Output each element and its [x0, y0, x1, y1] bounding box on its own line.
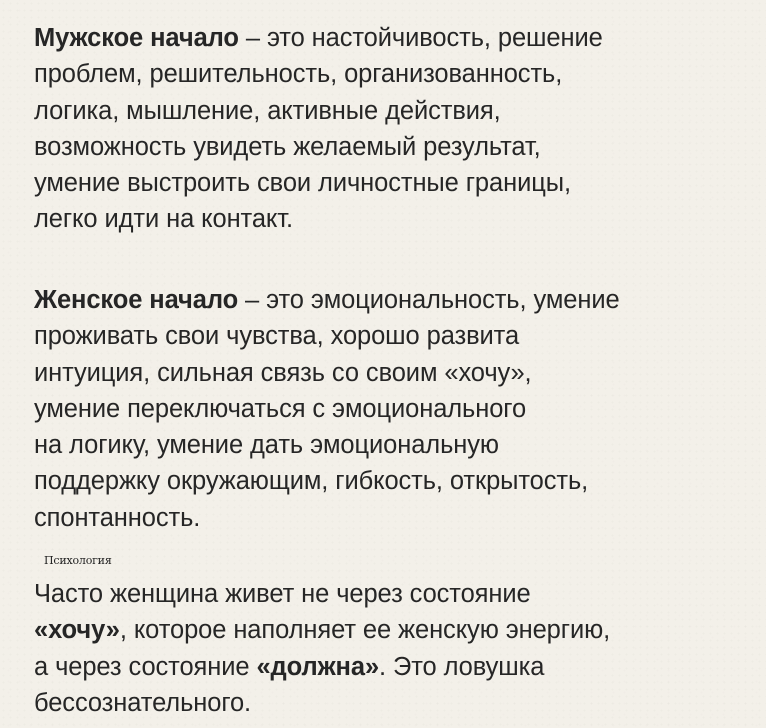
female-line-2: проживать свои чувства, хорошо развита	[34, 322, 520, 351]
trap-line-2	[34, 612, 610, 648]
male-line-2: проблем, решительность, организованность,	[34, 60, 563, 89]
female-line-4: умение переключаться с эмоционального	[34, 394, 527, 423]
male-line-4: возможность увидеть желаемый результат,	[34, 132, 541, 161]
male-line-1	[34, 20, 603, 56]
trap-line-4: бессознательного.	[34, 688, 252, 717]
male-principle-paragraph	[34, 20, 603, 238]
female-line-5: на логику, умение дать эмоциональную	[34, 431, 499, 460]
trap-line-3-start: а через состояние	[34, 652, 257, 681]
female-line-7: спонтанность.	[34, 503, 201, 532]
must-term: «должна»	[256, 652, 380, 681]
female-line-6: поддержку окружающим, гибкость, открытость,	[34, 467, 589, 496]
trap-line-2-text: , которое наполняет ее женскую энергию,	[119, 616, 611, 645]
want-term: «хочу»	[34, 616, 120, 645]
male-line-3: логика, мышление, активные действия,	[34, 96, 501, 125]
female-line-1-text: – это эмоциональность, умение	[238, 286, 620, 314]
male-line-1-text: – это настойчивость, решение	[238, 24, 603, 52]
female-line-1	[34, 282, 620, 318]
female-principle-term: Женское начало	[34, 286, 239, 314]
trap-line-1: Часто женщина живет не через состояние	[34, 580, 531, 608]
male-line-6: легко идти на контакт.	[34, 205, 294, 234]
trap-paragraph	[34, 576, 610, 721]
trap-line-3	[34, 649, 610, 685]
watermark-logo: Психология	[44, 554, 112, 567]
female-line-3: интуиция, сильная связь со своим «хочу»,	[34, 358, 532, 387]
male-principle-term: Мужское начало	[34, 24, 239, 52]
male-line-5: умение выстроить свои личностные границы,	[34, 169, 571, 198]
trap-line-3-text: . Это ловушка	[379, 652, 545, 681]
female-principle-paragraph	[34, 282, 620, 536]
